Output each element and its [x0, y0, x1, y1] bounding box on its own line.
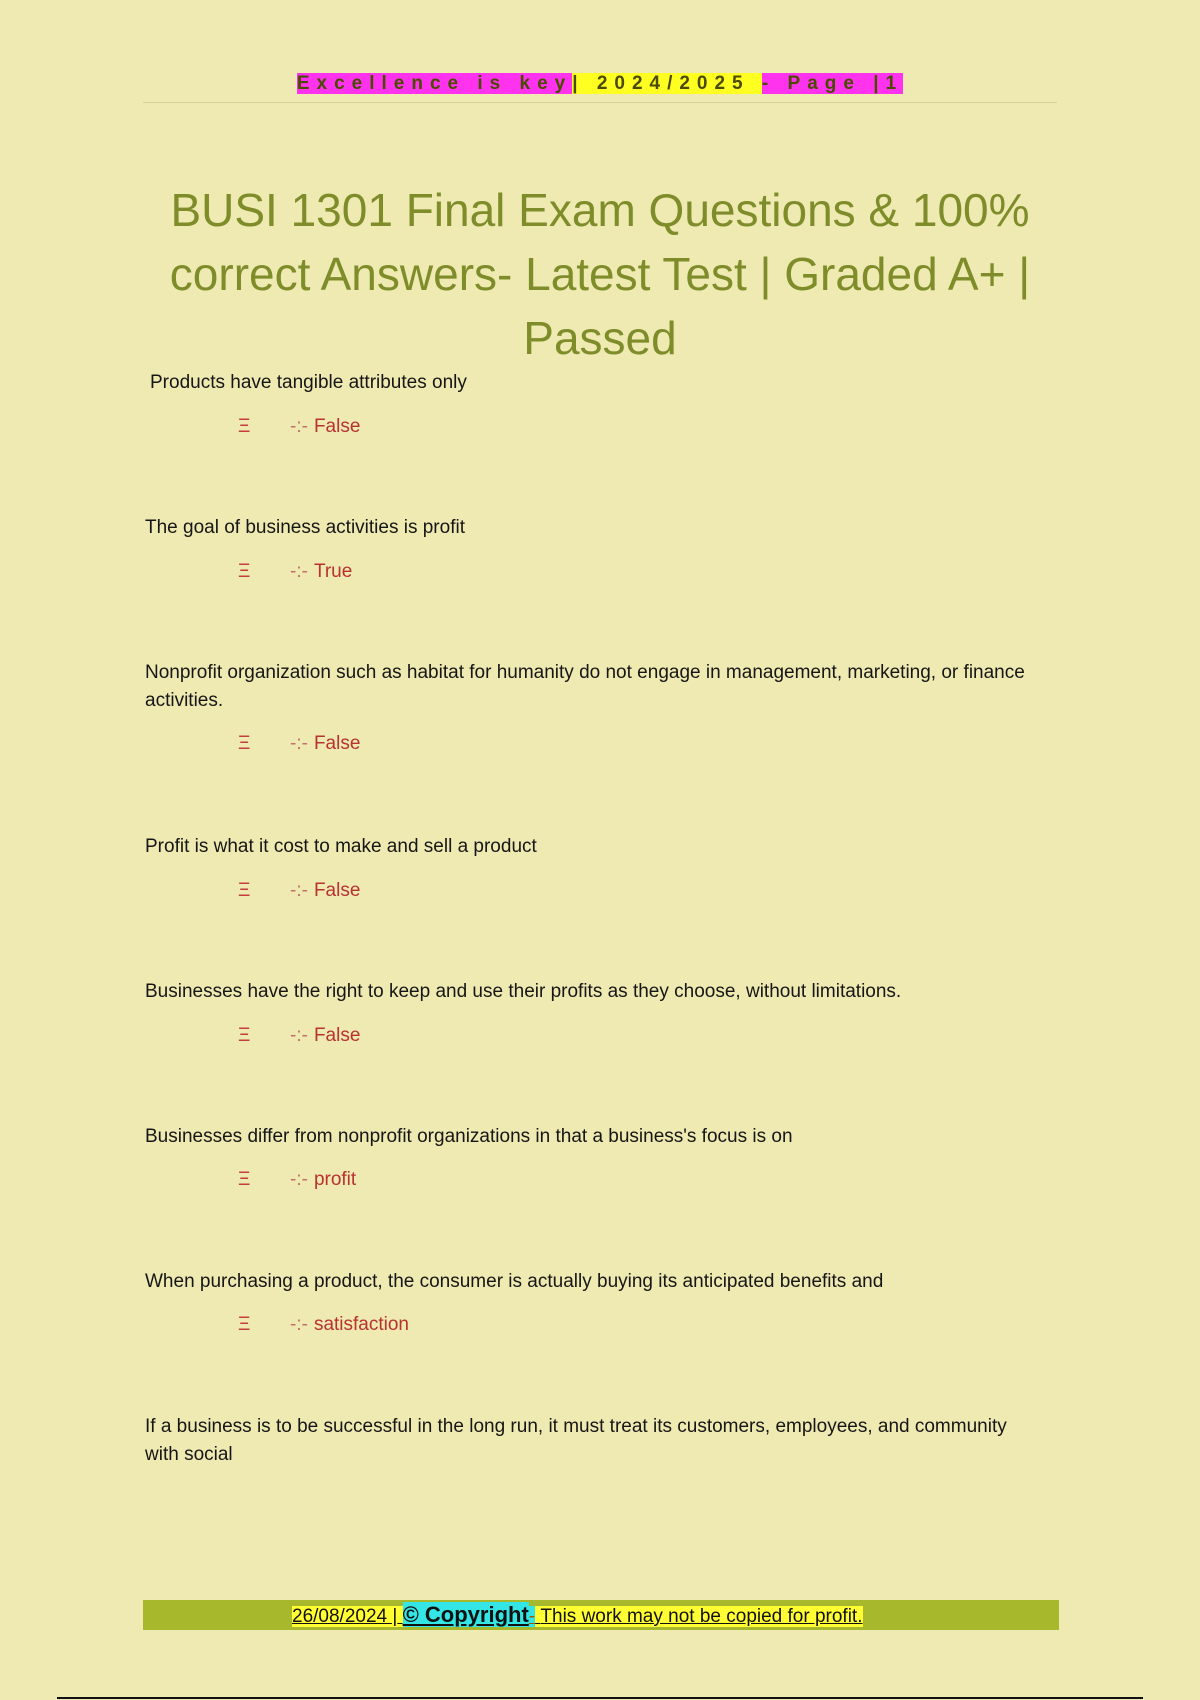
answer-text: profit: [313, 1169, 357, 1190]
answer-marker: Ξ: [238, 1169, 251, 1190]
qa-item: [145, 1413, 1045, 1469]
answer-separator: -:-: [290, 733, 308, 754]
document-title: BUSI 1301 Final Exam Questions & 100% correct Answers- Latest Test | Graded A+ | Passed: [169, 184, 1031, 364]
question-text: Nonprofit organization such as habitat for humanity do not engage in management, marketing, or finance activities.: [145, 662, 1025, 711]
answer-separator: -:-: [290, 1314, 308, 1335]
answer-separator: -:-: [290, 561, 308, 582]
header-motto: Excellence is key: [296, 73, 573, 94]
footer-dash: -: [528, 1606, 536, 1627]
qa-item: [145, 833, 1045, 901]
answer-separator: -:-: [290, 880, 308, 901]
answer-separator: -:-: [290, 1025, 308, 1046]
answer-text: False: [313, 1025, 361, 1046]
answer-marker: Ξ: [238, 880, 251, 901]
header-page-number: 1: [885, 73, 904, 94]
answer-line: [238, 416, 360, 438]
answer-separator: -:-: [290, 1169, 308, 1190]
answer-line: [238, 880, 360, 902]
header-divider: [143, 102, 1057, 103]
answer-marker: Ξ: [238, 1314, 251, 1335]
qa-item: [145, 659, 1045, 754]
question-text: Profit is what it cost to make and sell a product: [145, 836, 537, 857]
page-header: [0, 70, 1200, 98]
answer-line: [238, 561, 352, 583]
answer-marker: Ξ: [238, 1025, 251, 1046]
answer-marker: Ξ: [238, 561, 251, 582]
answer-marker: Ξ: [238, 416, 251, 437]
qa-item: [145, 1268, 1045, 1335]
qa-item: [145, 1123, 1045, 1190]
question-text: If a business is to be successful in the long run, it must treat its customers, employees, and community with social: [145, 1416, 1007, 1465]
page-bottom-divider: [57, 1697, 1143, 1699]
question-text: The goal of business activities is profit: [145, 517, 465, 538]
header-page-label: - Page |: [761, 73, 886, 94]
answer-text: False: [313, 733, 361, 754]
footer-notice: This work may not be copied for profit.: [540, 1606, 863, 1627]
answer-line: [238, 1169, 356, 1191]
qa-item: [145, 369, 1045, 437]
question-text: When purchasing a product, the consumer is actually buying its anticipated benefits and: [145, 1271, 884, 1292]
answer-text: False: [313, 880, 361, 901]
qa-item: [145, 978, 1045, 1046]
answer-line: [238, 1314, 409, 1336]
header-year: | 2024/2025: [572, 73, 750, 94]
footer-copyright-line: [292, 1601, 863, 1631]
qa-item: [145, 514, 1045, 582]
answer-text: False: [313, 416, 361, 437]
question-text: Businesses have the right to keep and use their profits as they choose, without limitations.: [145, 981, 902, 1002]
question-text: Businesses differ from nonprofit organizations in that a business's focus is on: [145, 1126, 793, 1147]
answer-marker: Ξ: [238, 733, 251, 754]
answer-line: [238, 1025, 360, 1047]
answer-text: satisfaction: [313, 1314, 409, 1335]
answer-text: True: [313, 561, 353, 582]
question-text: Products have tangible attributes only: [150, 372, 467, 393]
answer-separator: -:-: [290, 416, 308, 437]
footer-copyright: © Copyright: [402, 1602, 529, 1627]
answer-line: [238, 733, 360, 755]
footer-date: 26/08/2024 |: [292, 1606, 398, 1627]
